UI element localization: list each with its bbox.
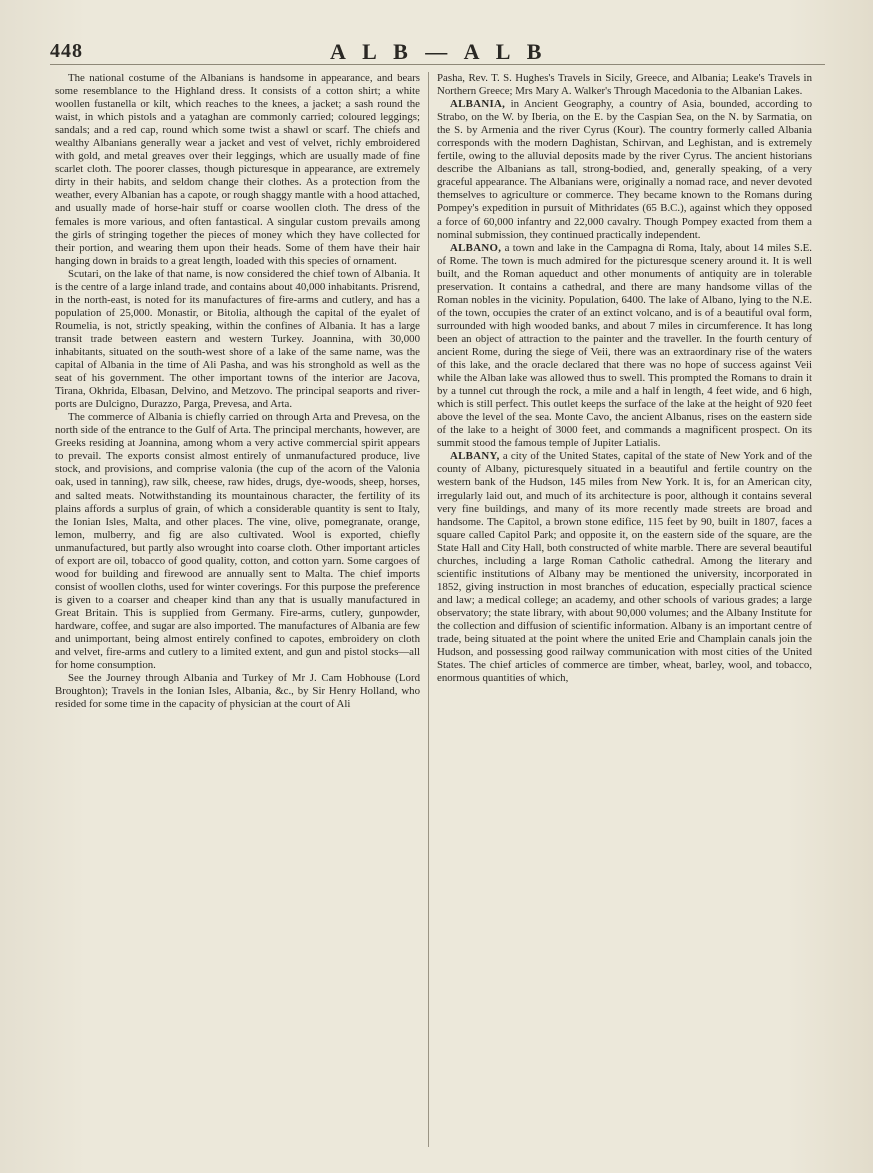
headword-albany: ALBANY, <box>450 450 500 463</box>
paragraph-albanian-towns: Scutari, on the lake of that name, is now considered the chief town of Albania. It is the centre of a large inland trade, and contains about 40,000 inhabitants. Prisrend, in the north-east, is noted for its manufactures of fire-arms and cutlery, and has a population of 25,000. Monastir, or Bitolia, although the capital of the eyalet of Roumelia, is not, strictly speaking, within the confines of Albania. It has a large transit trade between eastern and western Turkey. Joannina, with 30,000 inhabitants, situated on the south-west shore of a lake of the same name, was the capital of Albania in the time of Ali Pasha, and was his stronghold as well as the seat of his government. The other important towns of the interior are Jacova, Tirana, Okhrida, Elbasan, Delvino, and Metzovo. The principal seaports and river-ports are Dulcigno, Durazzo, Parga, Prevesa, and Arta. <box>55 267 420 411</box>
entry-albany-body: a city of the United States, capital of the state of New York and of the county of Albany, picturesquely situated in a beautiful and fertile country on the western bank of the Hudson, 145 miles from New York. It is, for an American city, irregularly laid out, and much of its architecture is poor, although it contains several very fine buildings, and many of its more recently made streets are broad and handsome. The Capitol, a brown stone edifice, 115 feet by 90, built in 1807, faces a square called Capitol Park; and opposite it, on the eastern side of the square, are the State Hall and City Hall, both constructed of white marble. There are several beautiful churches, including a large Roman Catholic cathedral. Among the literary and scientific institutions of Albany may be mentioned the university, incorporated in 1852, giving instruction in most branches of education, especially practical science and law; a medical college; an academy, and other schools of various grades; a large observatory; the state library, with about 90,000 volumes; and the Albany Institute for the collection and diffusion of scientific information. Albany is an important centre of trade, being situated at the point where the united Erie and Champlain canals join the Hudson, and possessing good railway communication with most cities of the United States. The chief articles of commerce are timber, wheat, barley, wool, and tobacco, enormous quantities of which, <box>437 450 812 685</box>
entry-albano-body: a town and lake in the Campagna di Roma, Italy, about 14 miles S.E. of Rome. The town is much admired for the picturesque scenery around it. It is well built, and the Roman aqueduct and other monuments of antiquity are in tolerable preservation. It contains a cathedral, and there are many handsome villas of the Roman nobles in the vicinity. Population, 6400. The lake of Albano, lying to the N.E. of the town, occupies the crater of an extinct volcano, and is of a beautiful oval form, surrounded with high wooded banks, and about 7 miles in circumference. It has long been an object of attraction to the painter and the traveller. In the fourth century of ancient Rome, during the siege of Veii, there was an extraordinary rise of the waters of this lake, and the oracle declared that there was no hope of success against Veii while the Alban lake was allowed thus to swell. This prompted the Romans to drain it by a tunnel cut through the rock, a mile and a half in length, 4 feet wide, and 6 high, which is still perfect. This outlet keeps the surface of the lake at the height of 920 feet above the level of the sea. Monte Cavo, the ancient Albanus, rises on the eastern side of the lake to a height of 3000 feet, and commands a magnificent prospect. On its summit stood the famous temple of Jupiter Latialis. <box>437 241 812 450</box>
paragraph-albanian-commerce: The commerce of Albania is chiefly carried on through Arta and Prevesa, on the north side of the entrance to the Gulf of Arta. The principal merchants, however, are Greeks residing at Joannina, among whom a very active commercial spirit appears to prevail. The exports consist almost entirely of unmanufactured produce, live stock, and provisions, and comprise valonia (the cup of the acorn of the Valonia oak, used in tanning), raw silk, cheese, raw hides, drugs, dye-woods, sheep, horses, and salted meats. Notwithstanding its mountainous character, the fertility of its plains affords a surplus of grain, of which a considerable quantity is sent to Italy, the Ionian Isles, Malta, and other places. The vine, olive, pomegranate, orange, lemon, mulberry, and fig are also cultivated. Wool is exported, chiefly unmanufactured, but partly also wrought into coarse cloth. Other important articles of export are oil, tobacco of good quality, cotton, and cotton yarn. Some cargoes of wood for building and firewood are annually sent to Malta. The chief imports consist of woollen cloths, used for winter coverings. For this purpose the preference is given to a coarser and cheaper kind than any that is usually manufactured in Great Britain. This is supplied from Germany. Fire-arms, cutlery, gunpowder, hardware, coffee, and sugar are also imported. The manufactures of Albania are few and unimportant, being almost entirely confined to capotes, embroidery on cloth and velvet, fire-arms and cutlery to a limited extent, and gun and pistol stocks—all for home consumption. <box>55 411 420 672</box>
headword-albania: ALBANIA, <box>450 98 506 111</box>
column-divider <box>428 72 429 1147</box>
entry-albania-body: in Ancient Geography, a country of Asia, bounded, according to Strabo, on the W. by Iberia, on the E. by the Caspian Sea, on the N. by Sarmatia, on the S. by Armenia and the river Cyrus (Kour). The country formerly called Albania corresponds with the modern Daghistan, Schirvan, and Leghistan, and is extremely fertile, owing to the alluvial deposits made by the river Cyrus. The ancient historians describe the Albanians as tall, strong-bodied, and, generally speaking, of a very graceful appearance. The Albanians were, originally a nomad race, and never devoted themselves to agriculture or commerce. They became known to the Romans during Pompey's expedition in pursuit of Mithridates (65 B.C.), against which they opposed a force of 60,000 infantry and 22,000 cavalry. Though Pompey exacted from them a nominal submission, they continued practically independent. <box>437 98 812 241</box>
headword-albano: ALBANO, <box>450 241 502 254</box>
paragraph-albania-references: See the Journey through Albania and Turkey of Mr J. Cam Hobhouse (Lord Broughton); Travels in the Ionian Isles, Albania, &c., by Sir Henry Holland, who resided for some time in the capacity of physician at the court of Ali <box>55 672 420 711</box>
running-head: A L B — A L B <box>330 39 548 64</box>
left-column <box>55 72 420 1162</box>
header-rule <box>50 64 825 65</box>
paragraph-albanian-costume: The national costume of the Albanians is handsome in appearance, and bears some resemblance to the Highland dress. It consists of a cotton shirt; a white woollen fustanella or kilt, which reaches to the knees, a jacket; a sash round the waist, in which pistols and a yataghan are commonly carried; coloured leggings; sandals; and a red cap, round which some twist a shawl or scarf. The chiefs and wealthy Albanians generally wear a jacket and vest of velvet, richly embroidered with gold, and metal greaves over their leggings, which are usually made of fine scarlet cloth. The poorer classes, though picturesque in appearance, are extremely dirty in their habits, and seldom change their clothes. As a protection from the weather, every Albanian has a capote, or rough shaggy mantle with a hood attached, and usually made of horse-hair stuff or coarse woollen cloth. The dress of the females is more various, and often fantastical. A singular custom prevails among the girls of stringing together the pieces of money which they have collected for their portion, and wearing them upon their heads. Some of them have their hair hanging down in braids to a great length, loaded with this species of ornament. <box>55 72 420 267</box>
paragraph-references-continued: Pasha, Rev. T. S. Hughes's Travels in Sicily, Greece, and Albania; Leake's Travels in Northern Greece; Mrs Mary A. Walker's Through Macedonia to the Albanian Lakes. <box>437 72 812 98</box>
right-column <box>437 72 812 1162</box>
entry-albania <box>437 98 812 242</box>
page-number: 448 <box>50 40 83 62</box>
entry-albano <box>437 242 812 451</box>
entry-albany <box>437 450 812 685</box>
